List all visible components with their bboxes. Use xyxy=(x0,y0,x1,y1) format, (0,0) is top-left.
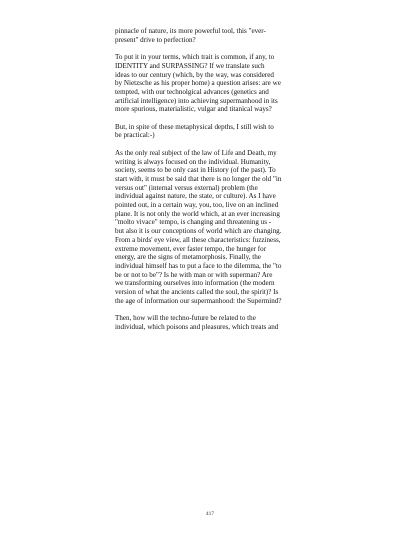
paragraph: As the only real subject of the law of Life and Death, my writing is always focused on the individual. Humanity, society, seems to be only cast in History (of the past). To start with, it must be said that there is no longer the old "in versus out" (internal versus external) problem (the individual against nature, the state, or culture). As I have pointed out, in a certain way, you, too, live on an inclined plane. It is not only the world which, at an ever increasing "molto vivace" tempo, is changing and threatening us - but also it is our conceptions of world which are changing. From a birds' eye view, all these characteristics: fuzziness, extreme movement, ever faster tempo, the hunger for energy, are the signs of metamorphosis. Finally, the individual himself has to put a face to the dilemma, the "to be or not to be"? Is he with man or with superman? Are we transforming ourselves into information (the modern version of what the ancients called the soul, the spirit)? Is the age of information our supermanhood: the Supermind? xyxy=(115,148,282,305)
page-number: 417 xyxy=(205,511,215,517)
paragraph: pinnacle of nature, its more powerful tool, this "ever- present" drive to perfection? xyxy=(115,27,266,44)
paragraph: Then, how will the techno-future be related to the individual, which poisons and pleasures, which treats and xyxy=(115,314,279,331)
paragraph: To put it in your terms, which trait is common, if any, to IDENTITY and SURPASSING? If we translate such ideas to our century (which, by the way, was considered by Nietzsche as his proper home) a question arises: are we tempted, with our technolgical advances (genetics and artificial intelligence) into achieving supermanhood in its more spurious, materialistic, vulgar and titanical ways? xyxy=(115,53,281,114)
paragraph: But, in spite of these metaphysical depths, I still wish to be practical:-) xyxy=(115,122,274,140)
body-text xyxy=(115,27,347,340)
